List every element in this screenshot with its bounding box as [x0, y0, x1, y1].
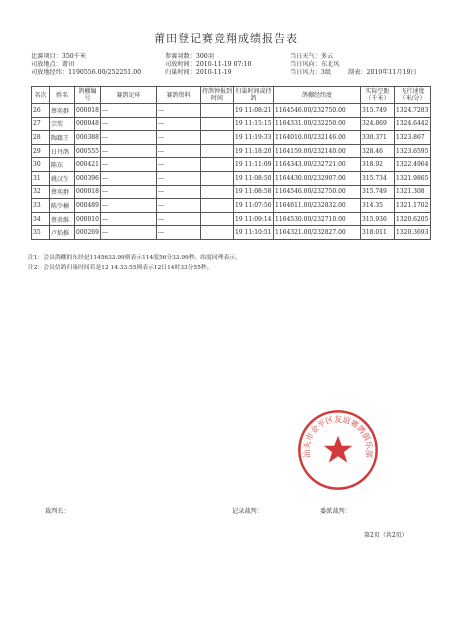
- cell-rank: 33: [32, 199, 50, 213]
- cell-speed: 1321.1702: [395, 199, 431, 213]
- col-speed: 飞行速度（米/分）: [395, 87, 431, 104]
- cell-speed: 1322.4964: [395, 158, 431, 172]
- page-title: 莆田登记赛竞翔成绩报告表: [154, 32, 298, 45]
- cell-ring: ---: [101, 158, 157, 172]
- meta-coords: 司放地经纬：1190556.00/252251.00: [31, 69, 142, 76]
- cell-pigeon-info: ---: [157, 158, 201, 172]
- cell-pigeon-info: ---: [157, 117, 201, 131]
- cell-clock-time: [201, 199, 234, 213]
- col-rank: 名次: [32, 87, 50, 104]
- meta-release-place: 司放地点：莆田: [31, 61, 75, 68]
- table-row: [32, 131, 431, 145]
- cell-clock-time: [201, 117, 234, 131]
- chief-referee-label: 裁判长：: [45, 508, 70, 515]
- cell-pigeon-info: ---: [157, 131, 201, 145]
- cell-name: 宗奖: [50, 117, 75, 131]
- table-body: [32, 104, 431, 240]
- cell-speed: 1323.867: [395, 131, 431, 145]
- col-distance: 实际空距（千米）: [361, 87, 395, 104]
- cell-return-time: 19 11:15:15: [234, 117, 274, 131]
- cell-name: 蔡奕群: [50, 104, 75, 118]
- cell-loft-coords: 1164546.00/232750.00: [274, 185, 361, 199]
- table-row: [32, 104, 431, 118]
- cell-name: 蔡炎维: [50, 212, 75, 226]
- cell-name: 陈少楠: [50, 199, 75, 213]
- note-2: 注2：会员信鸽归巢时间若是12 14:33:55则表示12日14时33分55秒。: [28, 265, 213, 271]
- recorder-label: 记录裁判：: [232, 508, 263, 515]
- cell-rank: 34: [32, 212, 50, 226]
- cell-pigeon-info: ---: [157, 185, 201, 199]
- cell-distance: 318.011: [361, 226, 395, 240]
- meta-weather: 当日天气：多云: [290, 53, 334, 60]
- cell-clock-time: [201, 226, 234, 240]
- cell-speed: 1324.6442: [395, 117, 431, 131]
- cell-name: 日丹鸽: [50, 144, 75, 158]
- cell-name: 卢焰推: [50, 226, 75, 240]
- col-ring: 赛鸽足环: [101, 87, 157, 104]
- cell-pigeon-info: ---: [157, 171, 201, 185]
- cell-rank: 28: [32, 131, 50, 145]
- meta-entries: 参赛羽数：300羽: [165, 53, 214, 60]
- cell-rank: 35: [32, 226, 50, 240]
- col-pigeon-info: 赛鸽资料: [157, 87, 201, 104]
- cell-speed: 1320.6205: [395, 212, 431, 226]
- meta-return-time: 归巢时间：2010-11-19: [165, 69, 232, 76]
- cell-clock-time: [201, 171, 234, 185]
- cell-name: 陈东: [50, 158, 75, 172]
- cell-rank: 30: [32, 158, 50, 172]
- cell-ring: ---: [101, 104, 157, 118]
- cell-speed: 1321.9865: [395, 171, 431, 185]
- cell-pigeon-info: ---: [157, 226, 201, 240]
- cell-ring: ---: [101, 131, 157, 145]
- cell-speed: 1324.7283: [395, 104, 431, 118]
- cell-rank: 27: [32, 117, 50, 131]
- cell-loft-coords: 1164331.00/232250.00: [274, 117, 361, 131]
- cell-loft-id: 000421: [75, 158, 101, 172]
- cell-return-time: 19 11:08:58: [234, 185, 274, 199]
- col-clock-time: 持鸽钟报到时间: [202, 88, 233, 102]
- cell-return-time: 19 11:19:33: [234, 131, 274, 145]
- cell-distance: 315.749: [361, 104, 395, 118]
- cell-distance: 314.35: [361, 199, 395, 213]
- cell-speed: 1321.308: [395, 185, 431, 199]
- cell-distance: 315.936: [361, 212, 395, 226]
- cell-rank: 29: [32, 144, 50, 158]
- cell-loft-coords: 1164530.00/232710.00: [274, 212, 361, 226]
- cell-name: 陶籍王: [50, 131, 75, 145]
- cell-distance: 318.92: [361, 158, 395, 172]
- meta-release-time: 司放时间：2010-11-19 07:10: [165, 61, 252, 68]
- official-seal: [296, 408, 380, 492]
- seal-text: 汕头市金平区友谊赛鸽俱乐部: [302, 414, 374, 459]
- col-loft-id: 鸽棚编号: [75, 87, 101, 104]
- meta-report-date: 制表：2010年11月19日: [348, 69, 417, 76]
- cell-return-time: 19 11:07:56: [234, 199, 274, 213]
- table-header-row: [32, 87, 431, 104]
- cell-distance: 315.749: [361, 185, 395, 199]
- meta-wind: 当日风向：东北风: [290, 61, 340, 68]
- cell-return-time: 19 11:08:50: [234, 171, 274, 185]
- cell-loft-id: 000388: [75, 131, 101, 145]
- committee-referee-label: 委派裁判：: [320, 508, 351, 515]
- cell-clock-time: [201, 212, 234, 226]
- cell-loft-coords: 1164546.00/232750.00: [274, 104, 361, 118]
- cell-distance: 324.869: [361, 117, 395, 131]
- cell-loft-id: 000555: [75, 144, 101, 158]
- table-row: [32, 117, 431, 131]
- col-name: 姓名: [50, 87, 75, 104]
- cell-loft-id: 000269: [75, 226, 101, 240]
- table-row: [32, 199, 431, 213]
- cell-return-time: 19 11:09:14: [234, 212, 274, 226]
- cell-ring: ---: [101, 171, 157, 185]
- cell-loft-coords: 1164611.00/232832.00: [274, 199, 361, 213]
- cell-rank: 32: [32, 185, 50, 199]
- cell-loft-id: 000018: [75, 185, 101, 199]
- cell-pigeon-info: ---: [157, 199, 201, 213]
- cell-loft-id: 000489: [75, 199, 101, 213]
- cell-rank: 31: [32, 171, 50, 185]
- meta-project: 比赛项目：350千米: [31, 53, 87, 60]
- table-row: [32, 212, 431, 226]
- cell-loft-coords: 1164159.00/232140.00: [274, 144, 361, 158]
- note-1: 注1：会员鸽棚的东经是1145633.99则表示114度56分33.99秒。纬度同理表示。: [28, 255, 241, 261]
- cell-clock-time: [201, 104, 234, 118]
- cell-clock-time: [201, 158, 234, 172]
- cell-loft-coords: 1164321.00/232827.00: [274, 226, 361, 240]
- cell-pigeon-info: ---: [157, 212, 201, 226]
- table-row: [32, 226, 431, 240]
- cell-loft-coords: 1164430.00/232907.00: [274, 171, 361, 185]
- cell-ring: ---: [101, 226, 157, 240]
- cell-clock-time: [201, 144, 234, 158]
- cell-loft-coords: 1164010.00/232146.00: [274, 131, 361, 145]
- cell-pigeon-info: ---: [157, 104, 201, 118]
- cell-return-time: 19 11:10:51: [234, 226, 274, 240]
- cell-ring: ---: [101, 199, 157, 213]
- table-row: [32, 158, 431, 172]
- cell-loft-id: 000010: [75, 212, 101, 226]
- cell-pigeon-info: ---: [157, 144, 201, 158]
- table-row: [32, 144, 431, 158]
- results-table: [31, 86, 431, 240]
- col-loft-coords: 鸽棚经纬度: [274, 87, 361, 104]
- cell-ring: ---: [101, 185, 157, 199]
- cell-ring: ---: [101, 117, 157, 131]
- cell-loft-coords: 1164343.00/232721.00: [274, 158, 361, 172]
- cell-loft-id: 000018: [75, 104, 101, 118]
- cell-speed: 1320.3693: [395, 226, 431, 240]
- cell-loft-id: 000396: [75, 171, 101, 185]
- cell-clock-time: [201, 131, 234, 145]
- cell-name: 姚汉生: [50, 171, 75, 185]
- cell-rank: 26: [32, 104, 50, 118]
- cell-distance: 315.734: [361, 171, 395, 185]
- table-row: [32, 185, 431, 199]
- cell-return-time: 19 11:08:21: [234, 104, 274, 118]
- meta-wind-force: 当日风力：3级: [290, 69, 332, 76]
- cell-ring: ---: [101, 212, 157, 226]
- cell-clock-time: [201, 185, 234, 199]
- cell-name: 蔡奕群: [50, 185, 75, 199]
- cell-return-time: 19 11:18:20: [234, 144, 274, 158]
- cell-return-time: 19 11:11:09: [234, 158, 274, 172]
- cell-speed: 1323.6595: [395, 144, 431, 158]
- cell-loft-id: 000048: [75, 117, 101, 131]
- cell-distance: 328.46: [361, 144, 395, 158]
- page-number: 第2页（共2页）: [364, 532, 408, 539]
- cell-distance: 330.371: [361, 131, 395, 145]
- cell-ring: ---: [101, 144, 157, 158]
- table-row: [32, 171, 431, 185]
- col-return-time: 归巢时间或持鸽: [235, 88, 272, 102]
